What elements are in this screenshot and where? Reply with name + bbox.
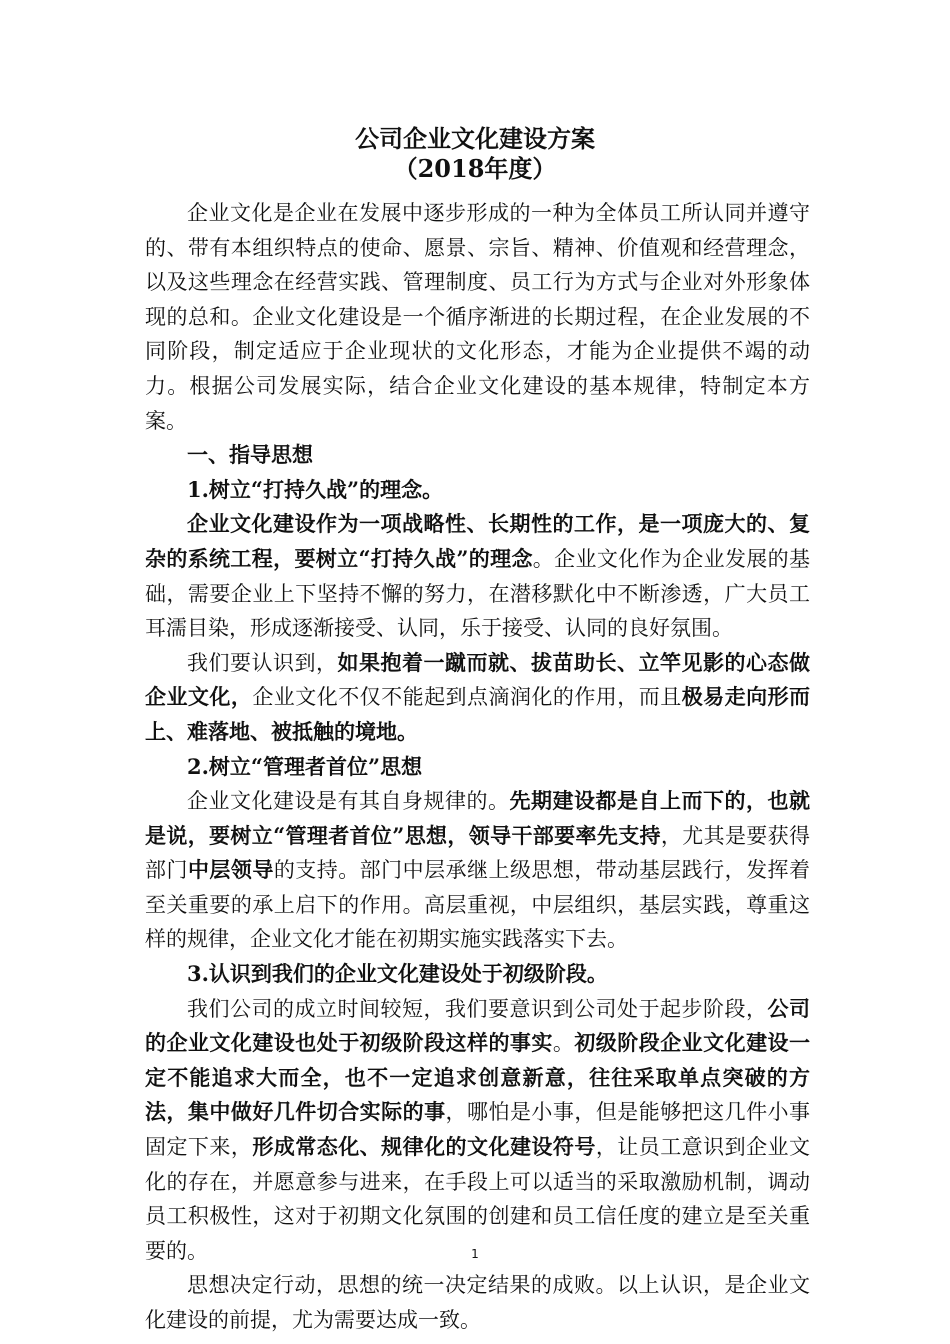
item-1-paragraph-2 — [145, 646, 810, 750]
document-subtitle: （2018年度） — [393, 154, 557, 183]
item-1-p1-rest: 。企业文化作为企业发展的基础，需要企业上下坚持不懈的努力，在潜移默化中不断渗透，广大员工耳濡目染，形成逐渐接受、认同，乐于接受、认同的良好氛围。 — [145, 546, 810, 641]
item-3-p-g: ，让员工意识到企业文化的存在，并愿意参与进来，在手段上可以适当的采取激励机制，调动员工积极性，这对于初期文化氛围的创建和员工信任度的建立是至关重要的。 — [145, 1135, 811, 1263]
item-2-p-c: ，尤其是要获得部门 — [145, 823, 811, 883]
closing-paragraph: 思想决定行动，思想的统一决定结果的成败。以上认识，是企业文化建设的前提，尤为需要达成一致。 — [145, 1273, 810, 1332]
title-block — [0, 124, 950, 184]
intro-paragraph: 企业文化是企业在发展中逐步形成的一种为全体员工所认同并遵守的、带有本组织特点的使命、愿景、宗旨、精神、价值观和经营理念，以及这些理念在经营实践、管理制度、员工行为方式与企业对外形象体现的总和。企业文化建设是一个循序渐进的长期过程，在企业发展的不同阶段，制定适应于企业现状的文化形态，才能为企业提供不竭的动力。根据公司发展实际，结合企业文化建设的基本规律，特制定本方案。 — [145, 201, 810, 433]
item-2-p-e: 的支持。部门中层承继上级思想，带动基层践行，发挥着至关重要的承上启下的作用。高层重视，中层组织，基层实践，尊重这样的规律，企业文化才能在初期实施实践落实下去。 — [145, 858, 811, 952]
item-3-p-f: 形成常态化、规律化的文化建设符号 — [252, 1134, 596, 1160]
document-body — [145, 196, 810, 1338]
item-2-paragraph — [145, 784, 810, 957]
item-3-p-b: 公司的企业文化建设也处于初级阶段这样的事实 — [145, 995, 810, 1056]
item-2-p-a: 企业文化建设是有其自身规律的。 — [187, 789, 510, 814]
item-1-p2-a: 我们要认识到， — [187, 650, 338, 675]
item-1-p1-bold: 企业文化建设作为一项战略性、长期性的工作，是一项庞大的、复杂的系统工程，要树立“打持久战”的理念 — [145, 511, 810, 571]
item-1-paragraph-1 — [145, 507, 810, 645]
item-2-p-b: 先期建设都是自上而下的，也就是说，要树立“管理者首位”思想，领导干部要率先支持 — [145, 788, 810, 848]
item-3-p-e: ，哪怕是小事，但是能够把这几件小事固定下来， — [145, 1100, 811, 1160]
item-1-p2-b: 如果抱着一蹴而就、拔苗助长、立竿见影的心态做企业文化， — [145, 649, 810, 710]
item-1-p2-c: 企业文化不仅不能起到点滴润化的作用，而且 — [252, 685, 682, 710]
item-3-p-a: 我们公司的成立时间较短，我们要意识到公司处于起步阶段， — [187, 996, 768, 1021]
item-1-heading: 1.树立“打持久战”的理念。 — [187, 476, 444, 502]
item-2-heading: 2.树立“管理者首位”思想 — [187, 753, 423, 779]
item-3-p-d: 初级阶段企业文化建设一定不能追求大而全，也不一定追求创意新意，往往采取单点突破的方法，集中做好几件切合实际的事 — [145, 1030, 811, 1125]
item-3-heading: 3.认识到我们的企业文化建设处于初级阶段。 — [187, 961, 608, 987]
document-title: 公司企业文化建设方案 — [355, 124, 595, 153]
item-3-p-c: 。 — [552, 1031, 575, 1056]
item-2-p-d: 中层领导 — [187, 857, 274, 883]
item-3-paragraph — [145, 992, 810, 1269]
page-number: 1 — [471, 1247, 479, 1261]
section-heading-guiding-ideology: 一、指导思想 — [187, 442, 313, 468]
item-1-p2-d: 极易走向形而上、难落地、被抵触的境地。 — [145, 684, 811, 744]
